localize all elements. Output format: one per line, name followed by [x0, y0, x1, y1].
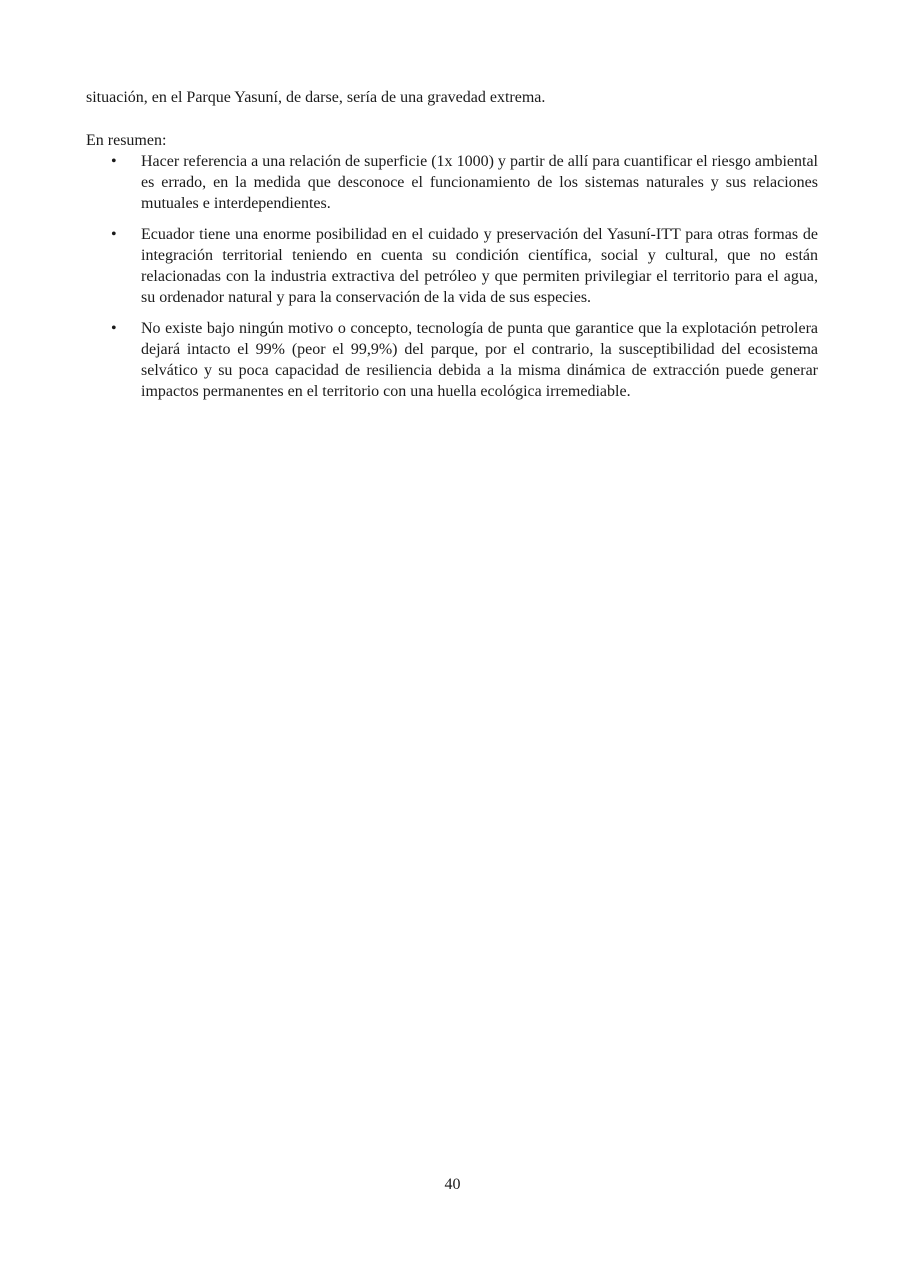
bullet-text: No existe bajo ningún motivo o concepto, tecnología de punta que garantice que la explotación petrolera dejará intacto el 99% (peor el 99,9%) del parque, por el contrario, la susceptibilidad del ecosistema selvático y su poca capacidad de resiliencia debida a la misma dinámica de extracción puede generar impactos permanentes en el territorio con una huella ecológica irremediable. — [141, 320, 818, 400]
page-number: 40 — [444, 1176, 461, 1193]
intro-paragraph: situación, en el Parque Yasuní, de darse, sería de una gravedad extrema. — [86, 89, 546, 106]
list-item — [86, 224, 818, 308]
bullet-icon: • — [111, 153, 117, 170]
bullet-icon: • — [111, 320, 117, 337]
bullet-text: Hacer referencia a una relación de superficie (1x 1000) y partir de allí para cuantificar el riesgo ambiental es errado, en la medida que desconoce el funcionamiento de los sistemas naturales y sus relaciones mutuales e interdependientes. — [141, 153, 818, 212]
summary-label: En resumen: — [86, 132, 167, 149]
bullet-icon: • — [111, 226, 117, 243]
bullet-text: Ecuador tiene una enorme posibilidad en el cuidado y preservación del Yasuní-ITT para otras formas de integración territorial teniendo en cuenta su condición científica, social y cultural, que no están relacionadas con la industria extractiva del petróleo y que permiten privilegiar el territorio para el agua, su ordenador natural y para la conservación de la vida de sus especies. — [141, 226, 818, 306]
summary-bullet-list — [86, 151, 818, 412]
list-item — [86, 151, 818, 214]
list-item — [86, 318, 818, 402]
